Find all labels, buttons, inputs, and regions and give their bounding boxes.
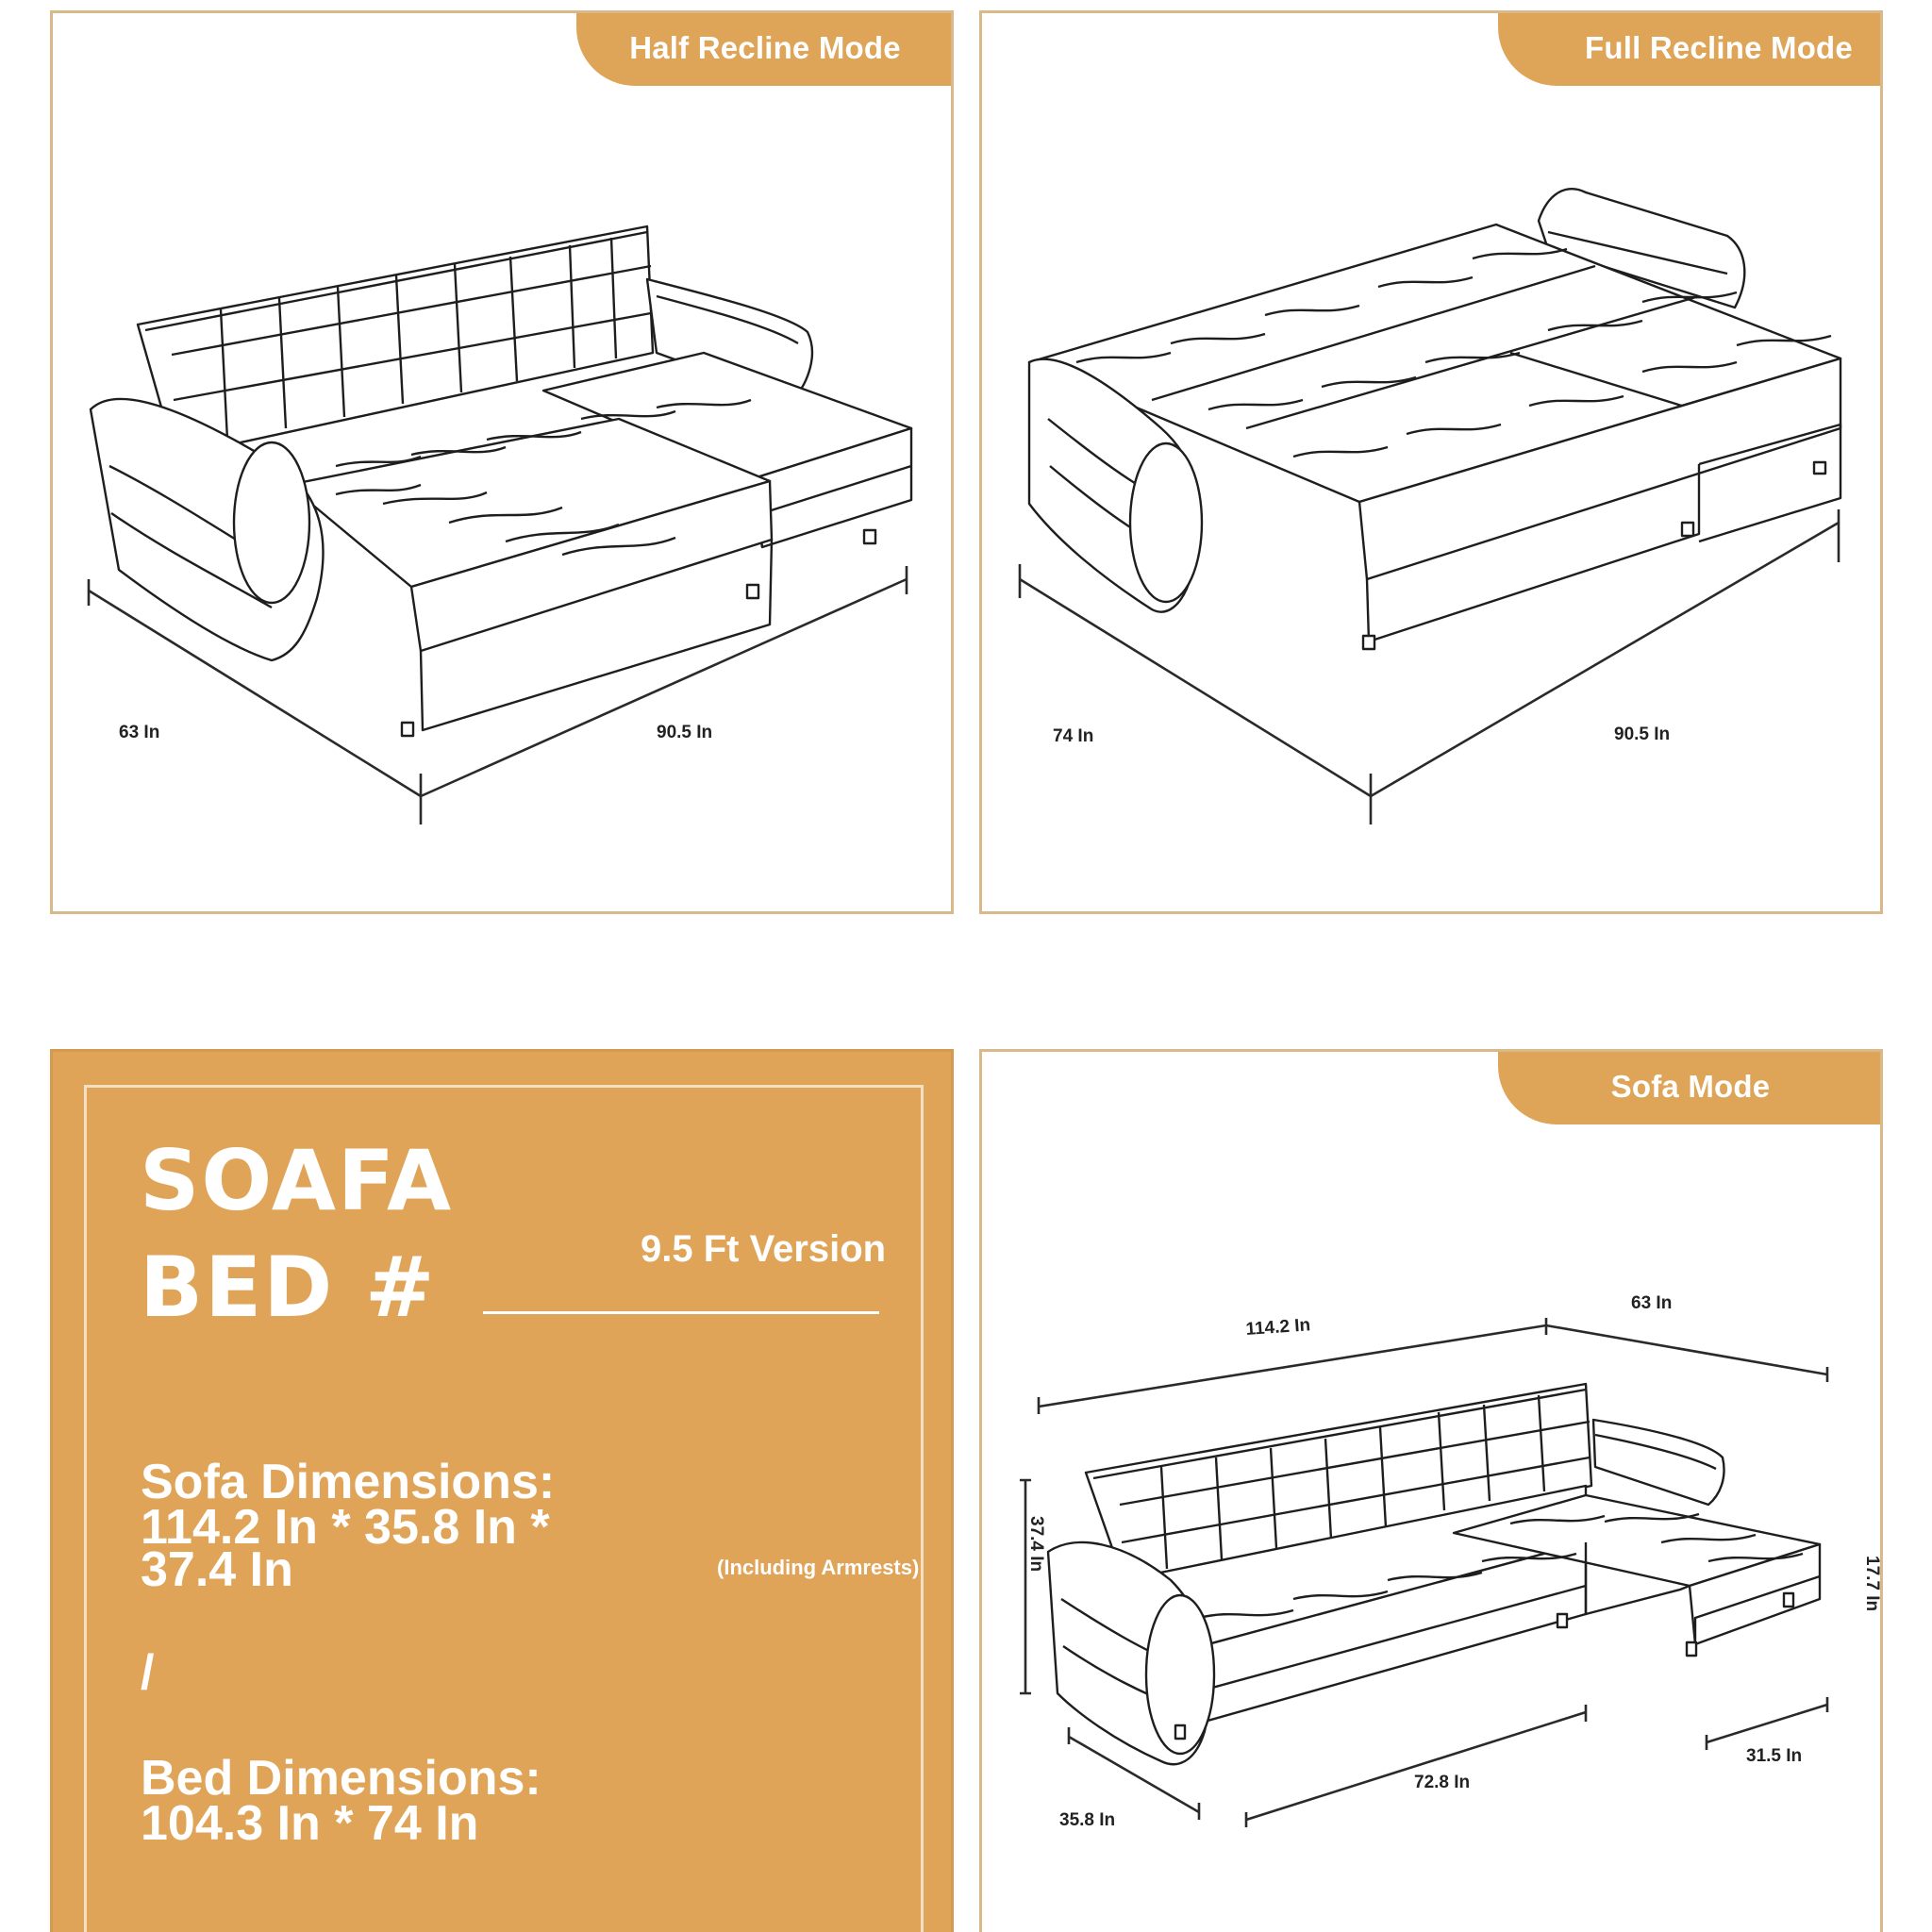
dim-height-label: 37.4 In (1026, 1516, 1046, 1573)
sofa-dimensions-title: Sofa Dimensions: (141, 1455, 556, 1509)
dim-chaise-length-label: 63 In (1631, 1293, 1673, 1313)
dim-chaise-width-label: 31.5 In (1746, 1746, 1803, 1766)
sofa-mode-panel (979, 1049, 1883, 1932)
full-recline-drawing (982, 13, 1883, 914)
brand-title-line1: SOAFA (140, 1132, 454, 1229)
sofa-dimensions-line1: 114.2 In * 35.8 In * (141, 1500, 550, 1555)
dim-depth-label: 74 In (1053, 726, 1094, 746)
dim-total-length-label: 114.2 In (1244, 1315, 1311, 1340)
dim-chaise-height-label: 17.7 In (1862, 1556, 1882, 1612)
brand-title-line2: BED # (140, 1239, 437, 1336)
bed-dimensions-title: Bed Dimensions: (141, 1751, 541, 1806)
dim-width-label: 90.5 In (1614, 724, 1671, 744)
backrest (138, 226, 653, 457)
separator-slash: / (141, 1645, 155, 1700)
top-dimension-lines (1039, 1293, 1827, 1414)
full-recline-panel (979, 10, 1883, 914)
half-recline-tab: Half Recline Mode (576, 10, 954, 86)
right-arm (1593, 1420, 1724, 1505)
sofa-mode-tab: Sofa Mode (1498, 1049, 1883, 1124)
sofa-mode-drawing (982, 1052, 1883, 1932)
dim-depth-label: 63 In (119, 723, 160, 742)
half-recline-panel (50, 10, 954, 914)
product-info-panel (50, 1049, 954, 1932)
version-label: 9.5 Ft Version (641, 1228, 887, 1270)
half-recline-drawing (53, 13, 954, 914)
dim-seat-depth-label: 35.8 In (1059, 1810, 1116, 1830)
armrest-note: (Including Armrests) (717, 1556, 920, 1579)
dim-seat-length-label: 72.8 In (1414, 1773, 1471, 1792)
bed-dimensions-line1: 104.3 In * 74 In (141, 1796, 479, 1851)
dim-width-label: 90.5 In (657, 723, 713, 742)
sofa-dimensions-line2: 37.4 In (141, 1542, 293, 1597)
full-recline-tab: Full Recline Mode (1498, 10, 1883, 86)
version-underline (483, 1311, 879, 1314)
